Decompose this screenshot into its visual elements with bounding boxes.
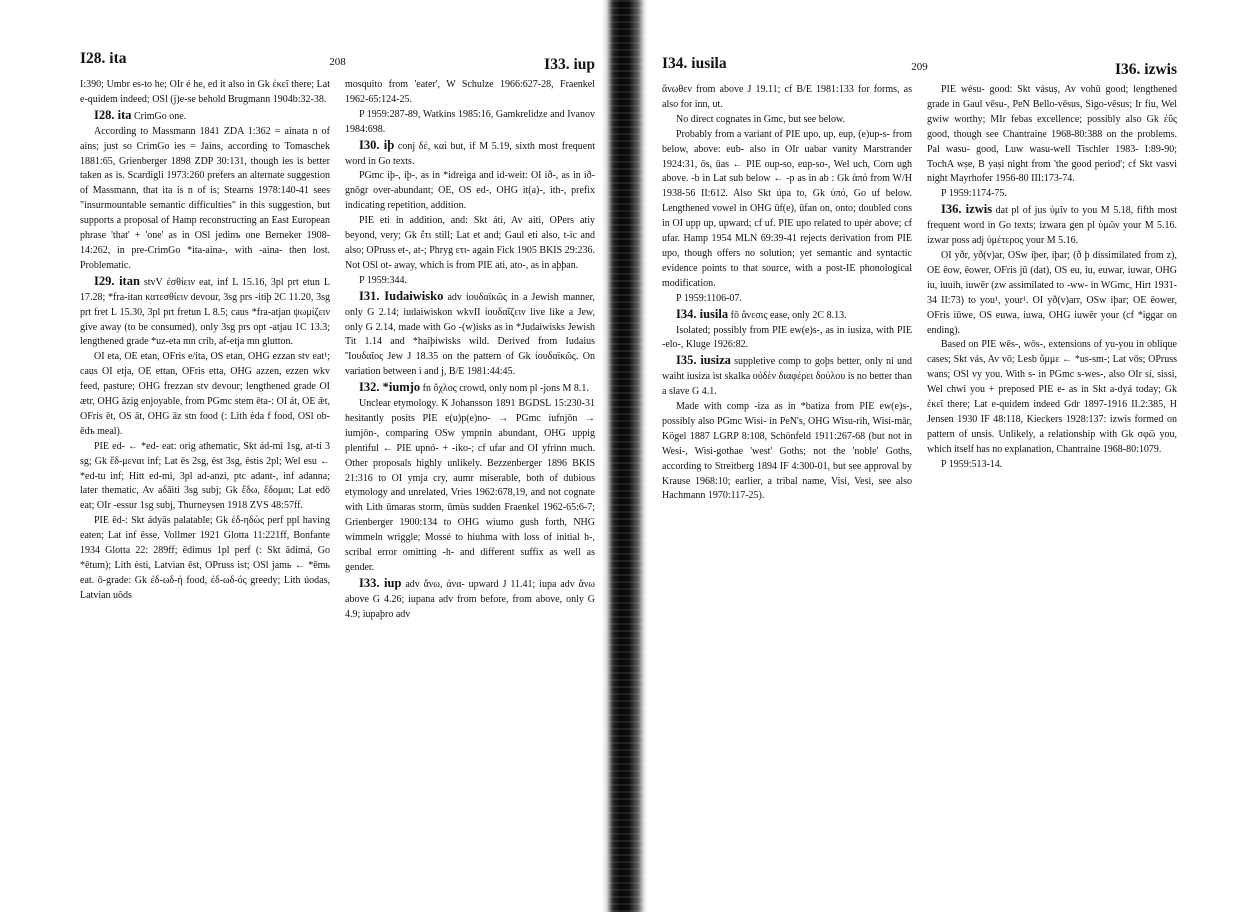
body-paragraph [80,440,330,515]
dictionary-entry [345,138,595,170]
paragraph-text: PIE ēd-: Skt ádyās palatable; Gk ἐδ-ηδώς perf ppl having eaten; Lat inf ēsse, Vollmer 1921 Glotta 11:221ff, Bonfante 1934 Glotta 22: 289ff; ēdimus 1pl perf (: Skt ādimá, Go *ētum); Lith ėsti, Latvian ēst, OPruss ist; OSl jamь ← *ēmь eat. ō-grade: Gk ἐδ-ωδ-ή food, ἐδ-ωδ-ός greedy; Lith úodas, Latvian uôds [80,515,330,601]
paragraph-text: No direct cognates in Gmc, but see below. [676,113,846,125]
paragraph-text: P 1959:344. [359,274,407,286]
paragraph-text: P 1959:1106-07. [676,292,742,304]
left-running-head-end: I33. iup [544,56,595,73]
entry-headword: I33. iup [359,575,402,590]
book-gutter [602,0,648,912]
paragraph-text: OI yðr, yð(v)ar, OSw iþer, iþar; (ð þ dissimilated from z), OE ēow, ēower, OFris jū (dat), OS eu, iu, euwar, iuwar, OHG iu, iuuih, iuwēr (zw assimilated to -ww- in WGmc, Hirt 1931-34 II:73) to you¹, your¹. OI yð(v)arr, OSw iþar; OE ēower, OFris iūwe, OS euwa, iuwa, OHG iuwēr your (cf *iggar on ending). [927,249,1177,336]
left-page-number: 208 [329,56,346,68]
body-paragraph [662,400,912,504]
paragraph-text: fō ἄνεσις ease, only 2C 8.13. [730,309,847,321]
right-page-number: 209 [911,61,928,73]
dictionary-entry [927,202,1177,249]
paragraph-text: conj δέ, καί but, if M 5.19, sixth most frequent word in Go texts. [345,140,596,167]
paragraph-text: OI eta, OE etan, OFris e/ita, OS etan, OHG ezzan stv eat¹; caus OI etja, OE ettan, OFris etta, OHG azzen, ezzen wkv feed, pasture; OHG frezzan stv devour; lengthened grade OI ætr, OHG āzig enjoyable, from PGmc stem ēta-: OI át, OE ǣt, OFris ēt, OS āt, OHG āz stn food (: Lith ėda f food, OSl ob-ědъ meal). [80,351,330,437]
continued-paragraph [345,78,595,108]
right-running-head: I34. iusila [662,55,727,72]
left-page-header [80,50,595,76]
body-paragraph [345,274,595,289]
paragraph-text: fn ὄχλος crowd, only nom pl -jons M 8.1. [422,383,589,395]
left-columns [80,78,595,623]
body-paragraph [662,128,912,292]
body-paragraph [80,125,330,274]
body-paragraph [662,292,912,307]
paragraph-text: Isolated; possibly from PIE ew(e)s-, as in iusiza, with PIE -elo-, Kluge 1926:82. [662,324,912,351]
entry-headword: I30. iþ [359,137,395,152]
body-paragraph [927,338,1177,457]
entry-headword: I31. Iudaiwisko [359,288,444,303]
body-paragraph [927,187,1177,202]
paragraph-text: PIE eti in addition, and: Skt áti, Av aiti, OPers atiy beyond, very; Gk ἔτι still; Lat et and; Gaul eti also, t-ic and also; OPruss et-, at-; Phryg ετι- again Fick 1905 BKIS 29:236. Not OSl ot- away, which is from PIE ati, ato-, as in aþþan. [345,215,595,271]
entry-headword: I35. iusiza [676,353,731,368]
paragraph-text: According to Massmann 1841 ZDA 1:362 = ainata n of ains; just so CrimGo ies = Jains, according to Tomaschek 1881:65, Grienberger 1898 ZDP 30:131, though ies is better taken as is. Scardigli 1973:260 prefers an alternate suggestion of Massmann, that ita is n of is; Stearns 1978:140-41 sees "insurmountable semantic difficulties" in this suggestion, but supports a proposal of Hamp reconstructing an East European phrase 'that' + 'one' as in OSl jedinъ one Berneker 1908-14:262, in pre-CrimGo *ita-aina-, with -aina- then lost. Problematic. [80,125,330,271]
entry-headword: I34. iusila [676,306,729,321]
body-paragraph [927,83,1177,187]
right-page-header [662,55,1177,81]
left-column-1 [80,78,330,623]
paragraph-text: P 1959:513-14. [941,458,1003,470]
body-paragraph [345,108,595,138]
body-paragraph [927,458,1177,473]
left-column-2 [345,78,595,623]
paragraph-text: PGmc iþ-, iþ-, as in *idreiga and id-weit: OI ið-, as in ið-gnōgr over-abundant; OE, OS ed-, OHG it(a)-, ith-, prefix indicating repetition, addition. [345,170,595,212]
dictionary-entry [345,380,595,397]
dictionary-entry [662,353,912,400]
dictionary-entry [80,274,330,351]
right-columns [662,83,1177,504]
entry-headword: I36. izwis [941,202,993,217]
paragraph-text: adv ἄνω, ἀνα- upward J 11.41; iupa adv ἄνω above G 4.26; iupana adv from before, from above, only G 4.9; iupaþro adv [345,578,596,620]
paragraph-text: P 1959:287-89, Watkins 1985:16, Gamkrelidze and Ivanov 1984:698. [345,108,595,135]
paragraph-text: adv ἰουδαϊκῶς in a Jewish manner, only G 2.14; iudaiwiskon wkvII ἰουδαΐζειν live like a Jew, only G 2.14, made with Go -(w)isks as in *Judaiwisks Jewish Tit 1.14 and *haiþiwisks wild. Derived from Iudaius 'Ἰουδαῖος Jew J 18.35 on the pattern of Gk ἰουδαϊκῶς. On variation between i and j, B/E 1981:44:45. [345,291,595,378]
body-paragraph [662,113,912,128]
paragraph-text: stvV ἐσθίειν eat, inf L 15.16, 3pl prt etun L 17.28; *fra-itan κατεσθίειν devour, 3sg prs -itiþ 2C 11.20, 3sg prt fret L 15.30, 3pl prt fretun L 8.5; caus *fra-atjan ψωμίζειν give away (to be consumed), only 3sg prs opt -atjau 1C 13.3; lengthened grade *uz-eta mn crib, af-etja mn glutton. [80,276,331,348]
continued-paragraph [80,78,330,108]
entry-headword: I29. itan [94,273,140,288]
right-page [662,55,1177,915]
entry-headword: I32. *iumjo [359,380,421,395]
dictionary-entry [80,108,330,125]
right-column-1 [662,83,912,504]
paragraph-text: Unclear etymology. K Johansson 1891 BGDSL 15:230-31 hesitantly posits PIE e(u)p(e)no- → PGmc iufnjōn → iumjōn-, comparing OSw ympnin abundant, OHG uppig plentiful ← PIE upnó- + -iko-; cf ufar and OI yfrinn much. Other proposals highly unlikely. Bezzenberger 1896 BKIS 21:316 to OI ymja cry, aumr miserable, both of dubious etymology and unrelated, Vries 1962:678,19, and not cognate with Lith ūmaras storm, ūmùs sudden Fraenkel 1962-65:6-7; Grienberger 1900:134 to OHG wiumo gush forth, NHG wimmeln wriggle; Mossé to hiuhma with loss of initial h-, scribal error omitting -h- and different suffix as well as gender. [345,398,595,573]
body-paragraph [662,324,912,354]
right-running-head-end: I36. izwis [1115,61,1177,78]
body-paragraph [345,397,595,576]
dictionary-entry [345,576,595,623]
paragraph-text: Made with comp -iza as in *batiza from PIE ew(e)s-, possibly also PGmc Wisi- in PeN's, OHG Wisu-rih, Wisi-mār, Kögel 1887 LGRP 8:108, Schönfeld 1911:267-68 (but not in Wesi-, Wisi-gothae 'west' Goths; not the 'noble' Goths, according to Streitberg 1894 IF 4:300-01, but see approval by Krause 1968:10; earlier, a tribal name, Visi, Vesi, see also Hachmann 1970:117-25). [662,401,912,502]
dictionary-entry [345,289,595,380]
paragraph-text: suppletive comp to goþs better, only ni und waiht iusiza ist skalka οὐδὲν διαφέρει δούλου is no better than a slave G 4.1. [662,356,912,398]
right-column-2 [927,83,1177,504]
body-paragraph [345,169,595,214]
paragraph-text: Based on PIE wēs-, wōs-, extensions of yu-you in oblique cases; Skt vás, Av vō; Lesb ὔμμε ← *us-sm-; Lat vōs; OPruss wans; OSl vy you. With s- in PGmc s-wes-, also OIr sí, sissi, Wel chwi you + preposed PIE e- as in Skt a-dyá today; Gk ἐκεῖ there; Lat e-quidem indeed Gdr 1897-1916 II.2:385, H Jensen 1930 IF 48:118, Kieckers 1928:137: izwis formed on pattern of unsis. Unlikely, a relationship with Gk σφῶ you, which itself has no explanation, Chantraine 1968-80:1079. [927,339,1177,455]
left-running-head: I28. ita [80,50,127,67]
paragraph-text: CrimGo one. [134,110,187,122]
paragraph-text: PIE ed- ← *ed- eat: orig athematic, Skt ád-mi 1sg, at-ti 3 sg; Gk ἔδ-μεναι inf; Lat ēs 2sg, ēst 3sg, ēstis 2pl; Wel esu ← *ed-tu inf; Hitt ed-mi, 3pl ad-anzi, ptc adant-, inf adanna; later thematic, Av aδāiti 3sg subj; Gk ἔδω, ἔδομαι; Lat edō eat; OIr -essur 1sg subj, Thurneysen 1918 ZVS 48:57ff. [80,440,330,512]
body-paragraph [80,514,330,603]
left-page [80,50,595,910]
body-paragraph [927,249,1177,338]
paragraph-text: mosquito from 'eater', W Schulze 1966:627-28, Fraenkel 1962-65:124-25. [345,79,595,105]
paragraph-text: P 1959:1174-75. [941,188,1007,200]
paragraph-text: Probably from a variant of PIE upo, up, eup, (e)up-s- from below, above: eub- also in OIr uabar vanity Marstrander 1924:31, ōs, ūas ← PIE oup-so, eup-so-, Wel uch, Corn ugh above. -b in Lat sub below ← -p as in ab : Gk ἀπό from W/H 1938-56 II:612. Also Skt úpa to, Gk ὑπό, Go uf below. Lengthened vowel in OHG ūf(e), ūfan on, onto; doubled cons in OI upp up, upward; cf uf. PIE upo related to upér above; cf ufar. Hamp 1954 MLN 69:39-41 rejects derivation from PIE upo, though offers no solution; yet semantic and syntactic evidence points to that source, with a post-IE phonological modification. [662,128,912,289]
paragraph-text: PIE wésu- good: Skt vásuṣ, Av vohū good; lengthened grade in Gaul vēsu-, PeN Bello-vēsus, Sigo-vēsus; Ir fiu, Wel gwiw worthy; MIr febas excellence; possibly also Gk ἐΰς good, though see Chantraine 1968-80:388 on the problems. Pal wasu- good, Luw wasu-well Tischler 1983- I:89-90; TochA wṣe, B yaṣi night from 'the good period'; cf Skt vasvi night Mayrhofer 1956-80 III:173-74. [927,84,1177,185]
paragraph-text: I:390; Umbr es-to he; OIr é he, ed it also in Gk ἐκεῖ there; Lat e-quidem indeed; OSl (j)e-se behold Brugmann 1904b:32-38. [80,79,330,105]
body-paragraph [80,350,330,439]
dictionary-entry [662,307,912,324]
entry-headword: I28. ita [94,107,132,122]
body-paragraph [345,214,595,274]
paragraph-text: ἄνωθεν from above J 19.11; cf B/E 1981:133 for forms, as also for inn, ut. [662,84,912,110]
continued-paragraph [662,83,912,113]
paragraph-text: dat pl of jus ὑμῖν to you M 5.18, fifth most frequent word in Go texts; izwara gen pl ὑμῶν your M 5.16. izwar poss adj ὑμέτερος your M 5.16. [927,205,1178,247]
